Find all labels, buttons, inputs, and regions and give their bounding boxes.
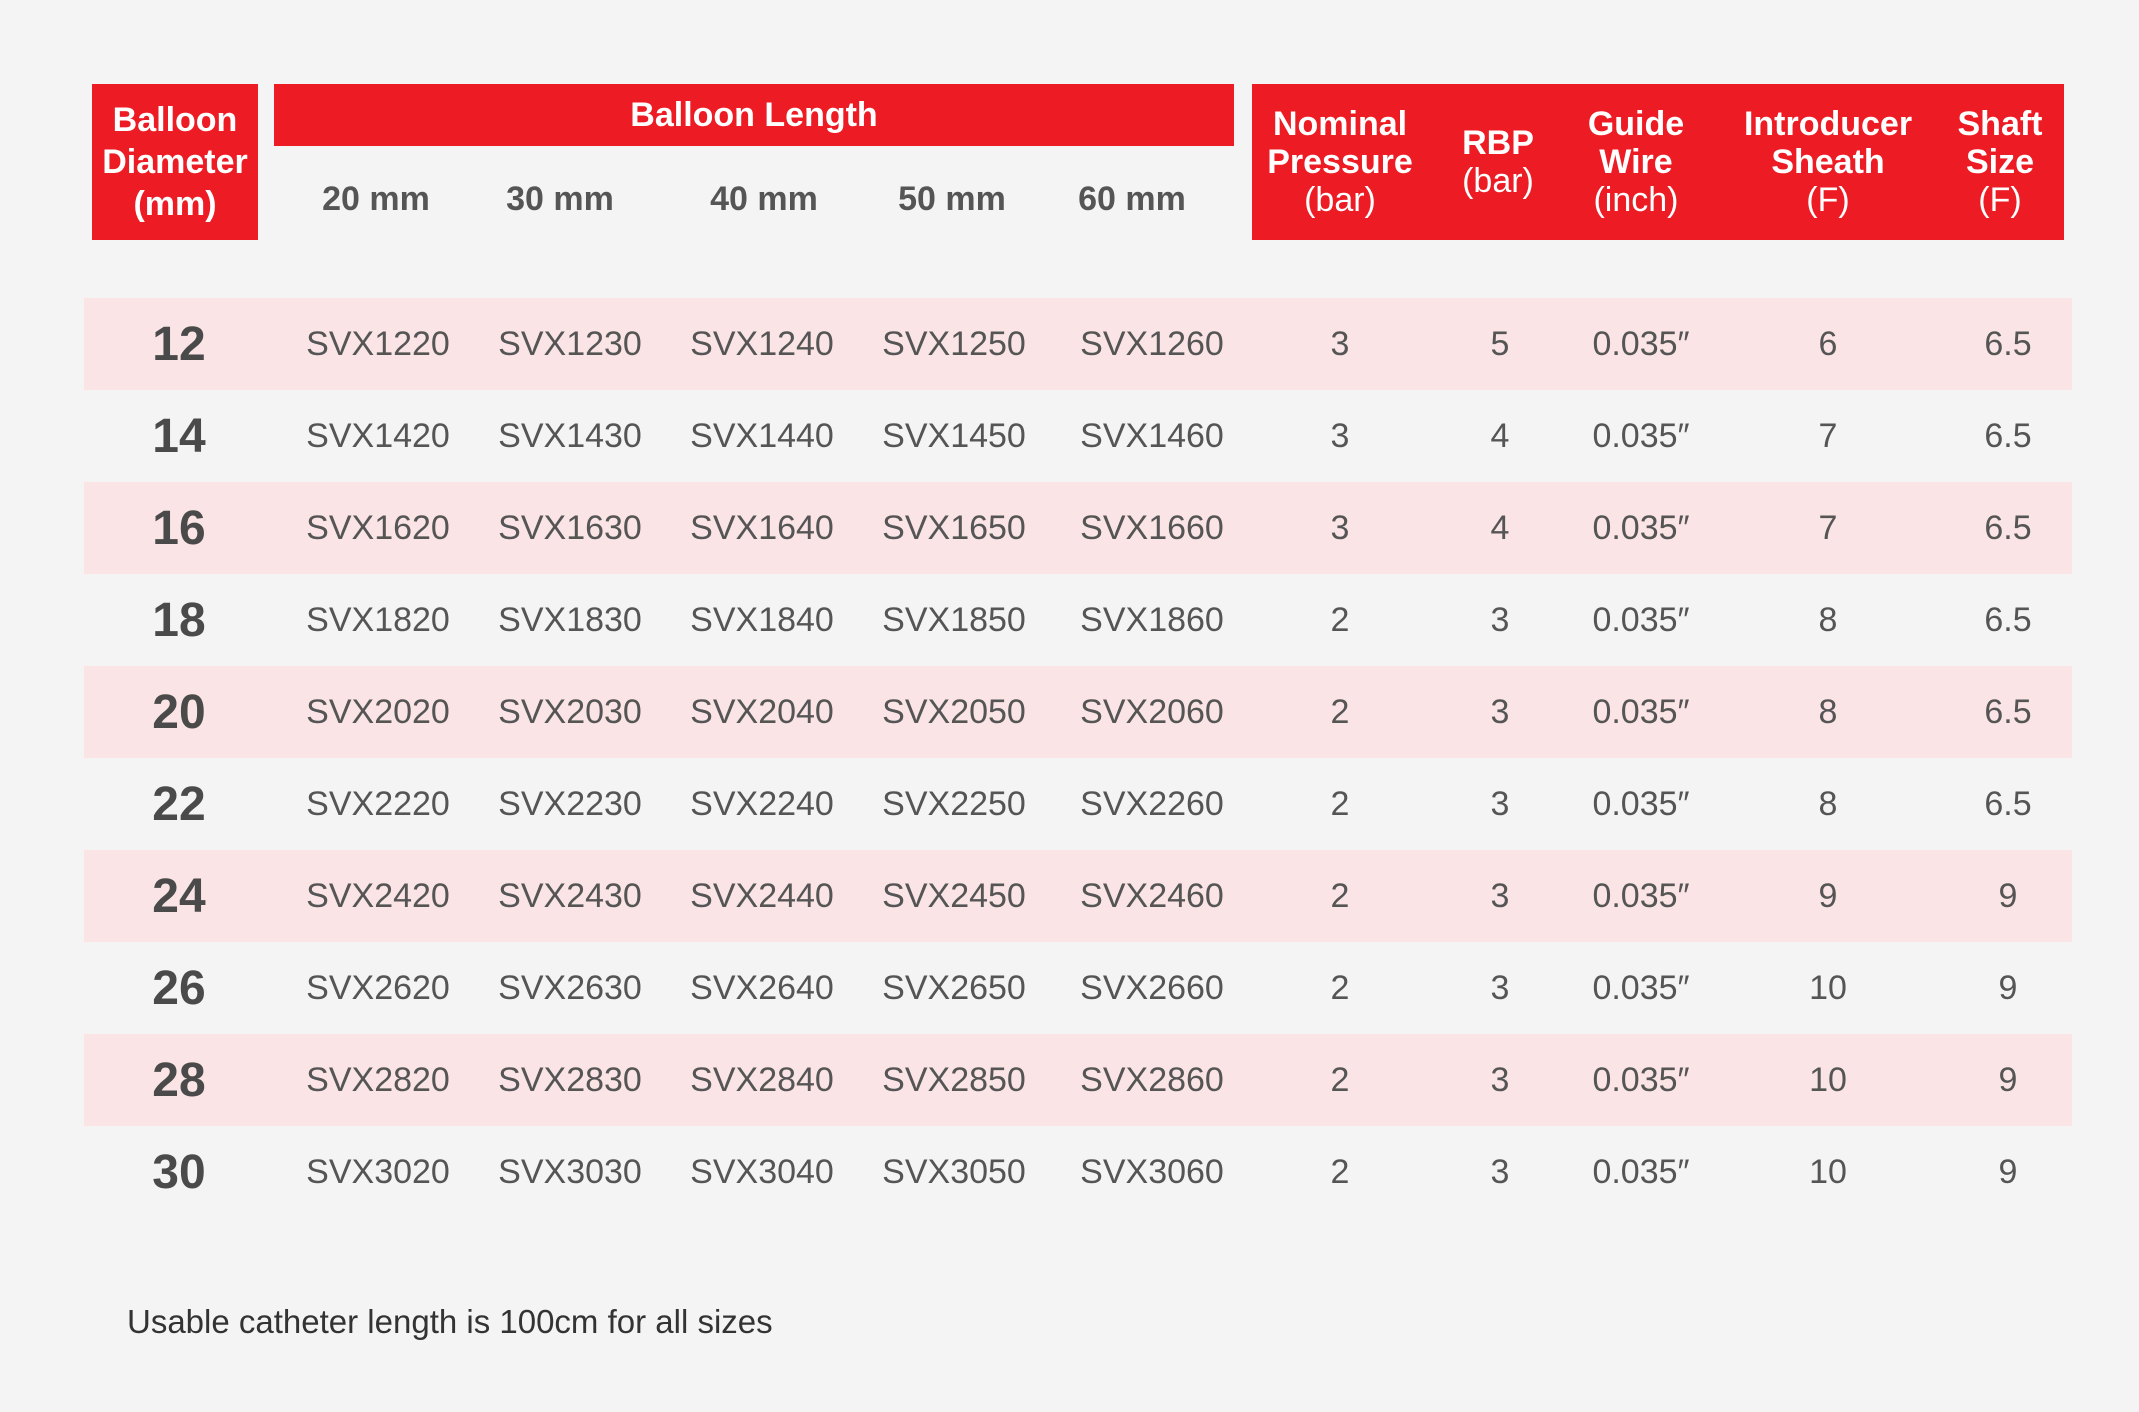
- rbp-cell: 3: [1490, 1060, 1510, 1099]
- product-code-cell: SVX3050: [882, 1152, 1026, 1191]
- product-code-cell: SVX2630: [498, 968, 642, 1007]
- introducer-sheath-cell: 7: [1818, 508, 1838, 547]
- diameter-cell: 22: [152, 777, 206, 831]
- product-code-cell: SVX1440: [690, 416, 834, 455]
- product-code-cell: SVX2860: [1080, 1060, 1224, 1099]
- shaft-size-cell: 6.5: [1984, 324, 2032, 363]
- product-code-cell: SVX3040: [690, 1152, 834, 1191]
- rbp-cell: 5: [1490, 324, 1510, 363]
- product-code-cell: SVX2640: [690, 968, 834, 1007]
- guide-wire-cell: 0.035″: [1592, 876, 1690, 915]
- spec-header-unit: (inch): [1593, 181, 1679, 219]
- diameter-cell: 24: [152, 869, 206, 923]
- product-code-cell: SVX3030: [498, 1152, 642, 1191]
- diameter-cell: 26: [152, 961, 206, 1015]
- nominal-pressure-cell: 2: [1330, 876, 1350, 915]
- shaft-size-cell: 6.5: [1984, 784, 2032, 823]
- product-code-cell: SVX1250: [882, 324, 1026, 363]
- product-code-cell: SVX1420: [306, 416, 450, 455]
- product-code-cell: SVX2820: [306, 1060, 450, 1099]
- product-code-cell: SVX2460: [1080, 876, 1224, 915]
- diameter-cell: 28: [152, 1053, 206, 1107]
- product-code-cell: SVX1620: [306, 508, 450, 547]
- nominal-pressure-cell: 2: [1330, 784, 1350, 823]
- diameter-cell: 14: [152, 409, 206, 463]
- spec-header-unit: (bar): [1462, 162, 1534, 200]
- length-column-header: 20 mm: [322, 180, 430, 218]
- nominal-pressure-cell: 2: [1330, 692, 1350, 731]
- table-row: [84, 1034, 2072, 1126]
- rbp-cell: 3: [1490, 784, 1510, 823]
- rbp-cell: 3: [1490, 968, 1510, 1007]
- rbp-cell: 4: [1490, 508, 1510, 547]
- length-column-header: 50 mm: [898, 180, 1006, 218]
- spec-header-line: Guide: [1587, 105, 1685, 143]
- spec-header-line: Wire: [1599, 143, 1673, 181]
- nominal-pressure-cell: 3: [1330, 324, 1350, 363]
- nominal-pressure-cell: 2: [1330, 600, 1350, 639]
- shaft-size-cell: 6.5: [1984, 416, 2032, 455]
- product-code-cell: SVX1240: [690, 324, 834, 363]
- rbp-cell: 3: [1490, 600, 1510, 639]
- product-code-cell: SVX1260: [1080, 324, 1224, 363]
- guide-wire-cell: 0.035″: [1592, 692, 1690, 731]
- shaft-size-header: [1900, 84, 2100, 240]
- introducer-sheath-cell: 6: [1818, 324, 1838, 363]
- product-code-cell: SVX1860: [1080, 600, 1224, 639]
- diameter-cell: 30: [152, 1145, 206, 1199]
- table-row: [84, 942, 2072, 1034]
- spec-header-line: Size: [1965, 143, 2035, 181]
- product-code-cell: SVX2060: [1080, 692, 1224, 731]
- product-code-cell: SVX2230: [498, 784, 642, 823]
- product-code-cell: SVX1640: [690, 508, 834, 547]
- rbp-cell: 3: [1490, 1152, 1510, 1191]
- shaft-size-cell: 6.5: [1984, 692, 2032, 731]
- diameter-cell: 12: [152, 317, 206, 371]
- table-row: [84, 850, 2072, 942]
- diameter-cell: 18: [152, 593, 206, 647]
- product-code-cell: SVX1840: [690, 600, 834, 639]
- shaft-size-cell: 9: [1998, 876, 2018, 915]
- nominal-pressure-cell: 3: [1330, 508, 1350, 547]
- guide-wire-cell: 0.035″: [1592, 508, 1690, 547]
- rbp-cell: 3: [1490, 692, 1510, 731]
- product-code-cell: SVX1430: [498, 416, 642, 455]
- guide-wire-cell: 0.035″: [1592, 600, 1690, 639]
- product-code-cell: SVX1220: [306, 324, 450, 363]
- introducer-sheath-cell: 8: [1818, 784, 1838, 823]
- catheter-length-note: Usable catheter length is 100cm for all sizes: [127, 1303, 773, 1340]
- product-code-cell: SVX2440: [690, 876, 834, 915]
- table-row: [84, 298, 2072, 390]
- product-code-cell: SVX2220: [306, 784, 450, 823]
- product-code-cell: SVX1630: [498, 508, 642, 547]
- product-code-cell: SVX3060: [1080, 1152, 1224, 1191]
- product-code-cell: SVX1830: [498, 600, 642, 639]
- product-code-cell: SVX2840: [690, 1060, 834, 1099]
- nominal-pressure-cell: 2: [1330, 1060, 1350, 1099]
- product-code-cell: SVX2660: [1080, 968, 1224, 1007]
- guide-wire-cell: 0.035″: [1592, 1060, 1690, 1099]
- spec-header-line: RBP: [1462, 124, 1534, 162]
- diameter-header-line: Balloon: [112, 101, 238, 139]
- introducer-sheath-cell: 10: [1809, 1152, 1847, 1191]
- guide-wire-cell: 0.035″: [1592, 784, 1690, 823]
- length-column-header: 30 mm: [506, 180, 614, 218]
- product-code-cell: SVX3020: [306, 1152, 450, 1191]
- product-code-cell: SVX2850: [882, 1060, 1026, 1099]
- spec-header-line: Pressure: [1267, 143, 1413, 181]
- introducer-sheath-header: [1728, 84, 1928, 240]
- product-code-cell: SVX2830: [498, 1060, 642, 1099]
- shaft-size-cell: 9: [1998, 1060, 2018, 1099]
- guide-wire-cell: 0.035″: [1592, 324, 1690, 363]
- shaft-size-cell: 6.5: [1984, 600, 2032, 639]
- table-row: [84, 758, 2072, 850]
- table-row: [84, 390, 2072, 482]
- rbp-cell: 4: [1490, 416, 1510, 455]
- spec-header-unit: (F): [1978, 181, 2022, 219]
- product-code-cell: SVX2020: [306, 692, 450, 731]
- length-column-header: 40 mm: [710, 180, 818, 218]
- nominal-pressure-cell: 3: [1330, 416, 1350, 455]
- table-row: [84, 482, 2072, 574]
- balloon-length-header: [274, 84, 1234, 146]
- length-column-header: 60 mm: [1078, 180, 1186, 218]
- spec-header-line: Nominal: [1272, 105, 1408, 143]
- product-code-cell: SVX2420: [306, 876, 450, 915]
- diameter-header-line: (mm): [133, 185, 217, 223]
- shaft-size-cell: 9: [1998, 968, 2018, 1007]
- guide-wire-cell: 0.035″: [1592, 416, 1690, 455]
- introducer-sheath-cell: 7: [1818, 416, 1838, 455]
- product-code-cell: SVX1820: [306, 600, 450, 639]
- product-code-cell: SVX1450: [882, 416, 1026, 455]
- product-code-cell: SVX2240: [690, 784, 834, 823]
- guide-wire-cell: 0.035″: [1592, 1152, 1690, 1191]
- product-code-cell: SVX2430: [498, 876, 642, 915]
- product-code-cell: SVX1650: [882, 508, 1026, 547]
- product-code-cell: SVX1850: [882, 600, 1026, 639]
- introducer-sheath-cell: 10: [1809, 1060, 1847, 1099]
- diameter-cell: 16: [152, 501, 206, 555]
- product-code-cell: SVX2620: [306, 968, 450, 1007]
- balloon-length-title: Balloon Length: [630, 95, 878, 134]
- specifications-header: [1252, 84, 2064, 240]
- product-code-cell: SVX2050: [882, 692, 1026, 731]
- nominal-pressure-cell: 2: [1330, 968, 1350, 1007]
- introducer-sheath-cell: 8: [1818, 600, 1838, 639]
- balloon-diameter-header: [92, 84, 258, 240]
- product-code-cell: SVX2650: [882, 968, 1026, 1007]
- introducer-sheath-cell: 9: [1818, 876, 1838, 915]
- product-code-cell: SVX2260: [1080, 784, 1224, 823]
- product-code-cell: SVX2450: [882, 876, 1026, 915]
- spec-header-unit: (bar): [1304, 181, 1376, 219]
- spec-header-line: Introducer: [1743, 105, 1913, 143]
- introducer-sheath-cell: 8: [1818, 692, 1838, 731]
- diameter-cell: 20: [152, 685, 206, 739]
- product-code-cell: SVX1230: [498, 324, 642, 363]
- product-code-cell: SVX2030: [498, 692, 642, 731]
- table-row: [84, 1126, 2072, 1218]
- shaft-size-cell: 9: [1998, 1152, 2018, 1191]
- spec-header-unit: (F): [1806, 181, 1850, 219]
- table-row: [84, 574, 2072, 666]
- spec-header-line: Shaft: [1957, 105, 2043, 143]
- guide-wire-header: [1536, 84, 1736, 240]
- diameter-header-line: Diameter: [102, 143, 248, 181]
- product-code-cell: SVX2040: [690, 692, 834, 731]
- product-code-cell: SVX1460: [1080, 416, 1224, 455]
- rbp-cell: 3: [1490, 876, 1510, 915]
- table-row: [84, 666, 2072, 758]
- introducer-sheath-cell: 10: [1809, 968, 1847, 1007]
- product-code-cell: SVX1660: [1080, 508, 1224, 547]
- shaft-size-cell: 6.5: [1984, 508, 2032, 547]
- product-code-cell: SVX2250: [882, 784, 1026, 823]
- spec-header-line: Sheath: [1771, 143, 1885, 181]
- guide-wire-cell: 0.035″: [1592, 968, 1690, 1007]
- nominal-pressure-cell: 2: [1330, 1152, 1350, 1191]
